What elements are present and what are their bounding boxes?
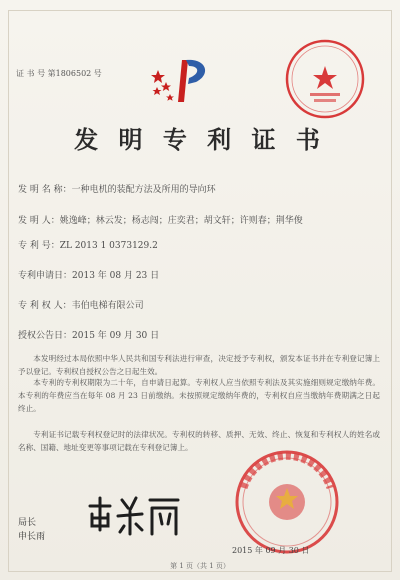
page-footer: 第 1 页（共 1 页） — [170, 562, 230, 570]
body-paragraph: 专利证书记载专利权登记时的法律状况。专利权的转移、质押、无效、终止、恢复和专利权人的姓名或名称、国籍、地址变更等事项记载在专利登记簿上。 — [18, 430, 380, 452]
field-value: 姚逸峰；林云发；杨志闯；庄奕君；胡文轩；许则春；荆华俊 — [59, 216, 303, 226]
cnipa-logo-icon — [148, 54, 214, 106]
field-label: 专 利 权 人： — [18, 301, 72, 311]
certificate-title: 发 明 专 利 证 书 — [74, 125, 326, 154]
field-patent-number — [18, 238, 158, 251]
seal-date: 2015 年 09 月 30 日 — [232, 546, 310, 555]
field-label: 专利申请日： — [18, 271, 73, 281]
field-label: 发 明 人： — [18, 216, 60, 226]
agency-seal-icon — [282, 36, 368, 122]
field-invention-name — [18, 182, 216, 195]
field-label: 授权公告日： — [18, 331, 73, 341]
national-office-seal-icon — [228, 448, 346, 556]
handwritten-signature-icon — [84, 490, 184, 542]
field-label: 专 利 号： — [18, 241, 60, 251]
director-block — [18, 516, 45, 544]
field-inventors — [18, 213, 303, 226]
field-grant-date — [18, 328, 159, 341]
field-filing-date — [18, 268, 159, 281]
body-paragraph: 本专利的专利权期限为二十年，自申请日起算。专利权人应当依照专利法及其实施细则规定缴纳年费。本专利的年费应当在每年 08 月 23 日前缴纳。未按照规定缴纳年费的，专利权自应当缴纳年费期满之日起终止。 — [18, 378, 380, 413]
field-value: 韦伯电梯有限公司 — [71, 301, 144, 311]
body-paragraph: 本发明经过本局依照中华人民共和国专利法进行审查，决定授予专利权，颁发本证书并在专利登记簿上予以登记。专利权自授权公告之日起生效。 — [18, 354, 380, 376]
field-value: 一种电机的装配方法及所用的导向环 — [71, 185, 216, 195]
field-label: 发 明 名 称： — [18, 185, 72, 195]
director-name: 申长雨 — [18, 532, 46, 542]
field-patentee — [18, 298, 144, 311]
certificate-number: 证 书 号 第1806502 号 — [16, 69, 102, 78]
field-value: ZL 2013 1 0373129.2 — [59, 241, 158, 251]
field-value: 2015 年 09 月 30 日 — [72, 331, 160, 341]
field-value: 2013 年 08 月 23 日 — [72, 271, 160, 281]
director-title: 局长 — [18, 518, 37, 528]
